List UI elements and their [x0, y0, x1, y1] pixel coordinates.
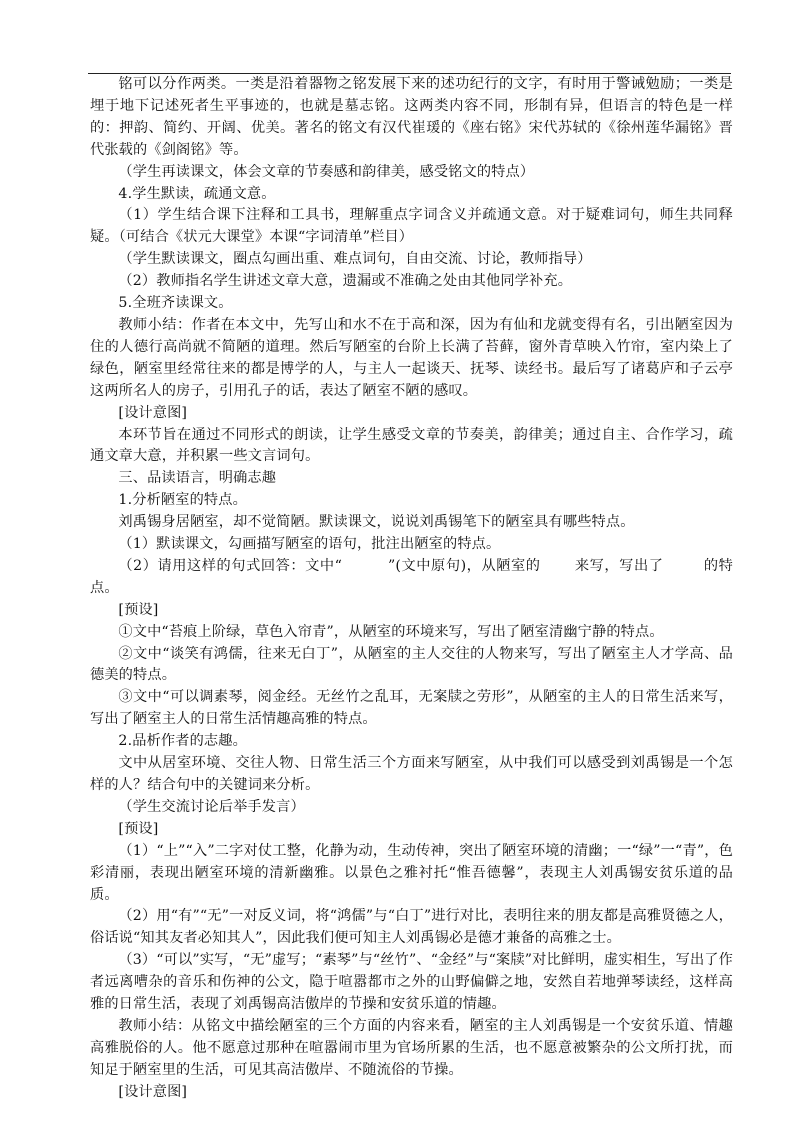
fill-in-sentence	[90, 556, 733, 600]
paragraph: ②文中“谈笑有鸿儒，往来无白丁”，从陋室的主人交往的人物来写，写出了陋室主人才学高、品德美的特点。	[90, 645, 733, 684]
paragraph: （学生交流讨论后举手发言）	[118, 798, 305, 815]
preset-label: [预设]	[118, 820, 159, 837]
fill-in-part: （2）请用这样的句式回答：文中“	[118, 557, 343, 574]
paragraph: 刘禹锡身居陋室，却不觉简陋。默读课文，说说刘禹锡笔下的陋室具有哪些特点。	[118, 514, 635, 531]
list-heading: 1.分析陋室的特点。	[118, 492, 247, 509]
paragraph: 教师小结：从铭文中描绘陋室的三个方面的内容来看，陋室的主人刘禹锡是一个安贫乐道、情趣高雅脱俗的人。他不愿意过那种在喧嚣闹市里为官场所累的生活，也不愿意被繁杂的公文所打扰，而知足于陋室里的生活，可见其高洁傲岸、不随流俗的节操。	[90, 1017, 733, 1078]
paragraph: （2）教师指名学生讲述文章大意，遗漏或不准确之处由其他同学补充。	[118, 273, 573, 290]
paragraph: （学生再读课文，体会文章的节奏感和韵律美，感受铭文的特点）	[118, 163, 535, 180]
document-body	[90, 74, 733, 1104]
paragraph: （学生默读课文，圈点勾画出重、难点词句，自由交流、讨论，教师指导）	[118, 251, 592, 268]
paragraph: （2）用“有”“无”一对反义词，将“鸿儒”与“白丁”进行对比，表明往来的朋友都是高雅贤德之人，俗话说“知其友者必知其人”，因此我们便可知主人刘禹锡必是德才兼备的高雅之士。	[90, 908, 733, 947]
paragraph: （3）“可以”实写，“无”虚写；“素琴”与“丝竹”、“金经”与“案牍”对比鲜明，虚实相生，写出了作者远离嘈杂的音乐和伤神的公文，隐于喧嚣都市之外的山野偏僻之地，安然自若地弹琴读经，这样高雅的日常生活，表现了刘禹锡高洁傲岸的节操和安贫乐道的情趣。	[90, 952, 733, 1013]
list-heading: 5.全班齐读课文。	[118, 295, 233, 312]
paragraph: （1）学生结合课下注释和工具书，理解重点字词含义并疏通文意。对于疑难词句，师生共同释疑。（可结合《状元大课堂》本课“字词清单”栏目）	[90, 207, 733, 246]
fill-in-part: 来写，写出了	[574, 557, 664, 574]
paragraph: （1）“上”“入”二字对仗工整，化静为动，生动传神，突出了陋室环境的清幽；一“绿”一“青”，色彩清丽，表现出陋室环境的清新幽雅。以景色之雅衬托“惟吾德馨”，表现主人刘禹锡安贫乐道的品质。	[90, 842, 733, 903]
list-heading: 4.学生默读，疏通文意。	[118, 185, 276, 202]
paragraph: ①文中“苔痕上阶绿，草色入帘青”，从陋室的环境来写，写出了陋室清幽宁静的特点。	[118, 623, 664, 640]
design-intent-label: [设计意图]	[118, 404, 188, 421]
list-heading: 2.品析作者的志趣。	[118, 733, 247, 750]
paragraph: ③文中“可以调素琴，阅金经。无丝竹之乱耳，无案牍之劳形”，从陋室的主人的日常生活来写，写出了陋室主人的日常生活情趣高雅的特点。	[90, 689, 733, 728]
preset-label: [预设]	[118, 601, 159, 618]
paragraph: 文中从居室环境、交往人物、日常生活三个方面来写陋室，从中我们可以感受到刘禹锡是一个怎样的人？结合句中的关键词来分析。	[90, 755, 733, 793]
fill-in-part: 的特点。	[90, 557, 733, 596]
paragraph: 教师小结：作者在本文中，先写山和水不在于高和深，因为有仙和龙就变得有名，引出陋室因为住的人德行高尚就不简陋的道理。然后写陋室的台阶上长满了苔藓，窗外青草映入竹帘，室内染上了绿色，陋室里经常往来的都是博学的人，与主人一起谈天、抚琴、读经书。最后写了诸葛庐和子云亭这两所名人的房子，引用孔子的话，表达了陋室不陋的感叹。	[90, 316, 733, 399]
section-heading: 三、品读语言，明确志趣	[118, 470, 277, 487]
fill-in-part: ”(文中原句)，从陋室的	[388, 557, 541, 574]
design-intent-label: [设计意图]	[118, 1083, 188, 1100]
paragraph: （1）默读课文，勾画描写陋室的语句，批注出陋室的特点。	[118, 536, 501, 553]
paragraph: 本环节旨在通过不同形式的朗读，让学生感受文章的节奏美，韵律美；通过自主、合作学习，疏通文章大意，并积累一些文言词句。	[90, 426, 733, 465]
paragraph: 铭可以分作两类。一类是沿着器物之铭发展下来的述功纪行的文字，有时用于警诫勉励；一类是埋于地下记述死者生平事迹的，也就是墓志铭。这两类内容不同，形制有异，但语言的特色是一样的：押韵、简约、开阔、优美。著名的铭文有汉代崔瑗的《座右铭》宋代苏轼的《徐州莲华漏铭》晋代张载的《剑阁铭》等。	[90, 76, 733, 158]
